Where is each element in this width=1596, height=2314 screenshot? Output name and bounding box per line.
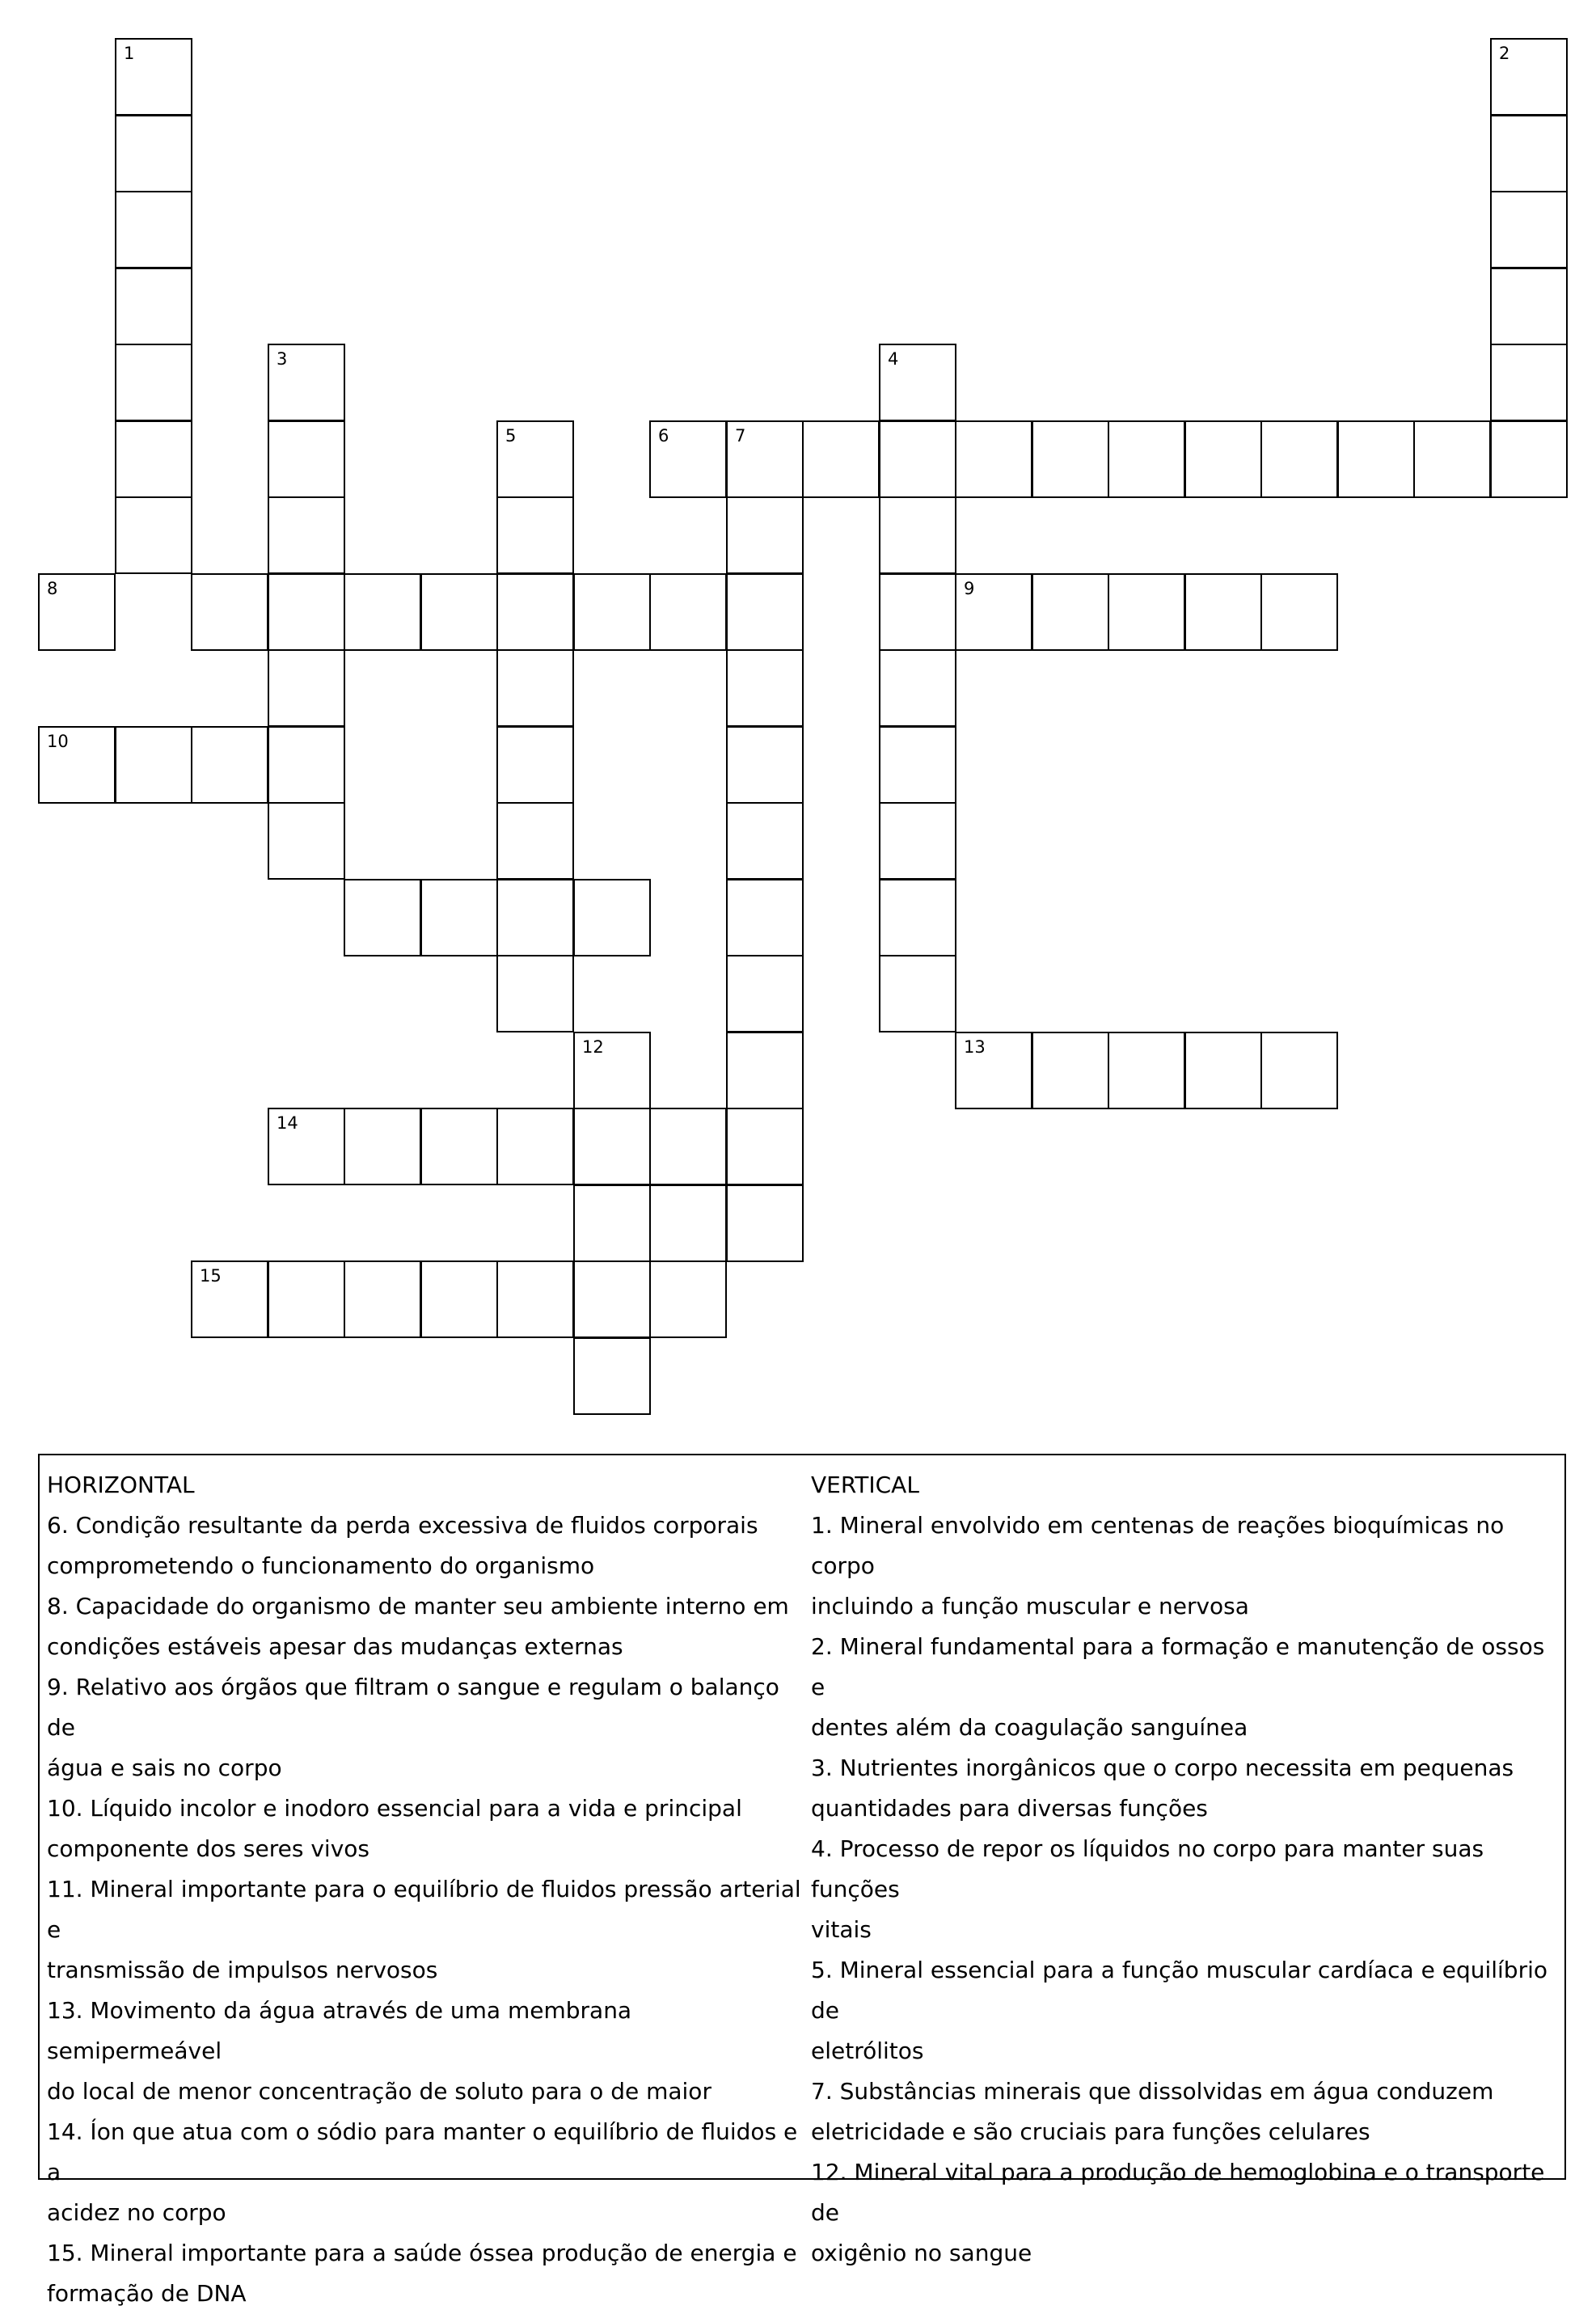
- crossword-cell[interactable]: [420, 879, 498, 956]
- crossword-cell[interactable]: [1184, 1032, 1262, 1109]
- crossword-cell[interactable]: [573, 1108, 651, 1185]
- crossword-cell[interactable]: [420, 1108, 498, 1185]
- crossword-cell[interactable]: [649, 1108, 727, 1185]
- crossword-cell[interactable]: [1413, 420, 1491, 498]
- clue-line: acidez no corpo: [47, 2199, 226, 2226]
- crossword-cell[interactable]: [726, 649, 804, 727]
- crossword-cell[interactable]: [268, 1260, 345, 1338]
- crossword-cell[interactable]: [1032, 420, 1109, 498]
- crossword-cell[interactable]: [1108, 1032, 1185, 1109]
- crossword-cell[interactable]: [38, 573, 116, 651]
- crossword-cell[interactable]: [726, 1032, 804, 1109]
- clue-number: 13: [964, 1037, 986, 1057]
- crossword-cell[interactable]: [726, 955, 804, 1032]
- clue-line: 14. Íon que atua com o sódio para manter o equilíbrio de fluidos e a: [47, 2118, 798, 2185]
- clue-number: 2: [1499, 44, 1510, 63]
- crossword-cell[interactable]: [1184, 573, 1262, 651]
- crossword-cell[interactable]: [573, 1184, 651, 1262]
- crossword-cell[interactable]: [726, 1108, 804, 1185]
- horizontal-heading: HORIZONTAL: [47, 1472, 195, 1498]
- crossword-cell[interactable]: [268, 496, 345, 574]
- crossword-cell[interactable]: [344, 1108, 421, 1185]
- clue-line: água e sais no corpo: [47, 1755, 282, 1781]
- clue-line: 11. Mineral importante para o equilíbrio de fluidos pressão arterial e: [47, 1876, 801, 1943]
- clue-line: comprometendo o funcionamento do organismo: [47, 1552, 595, 1579]
- crossword-cell[interactable]: [1032, 1032, 1109, 1109]
- crossword-cell[interactable]: [879, 649, 956, 727]
- crossword-cell[interactable]: [115, 496, 192, 574]
- crossword-cell[interactable]: [344, 573, 421, 651]
- crossword-cell[interactable]: [726, 496, 804, 574]
- crossword-cell[interactable]: [573, 1260, 651, 1338]
- clue-line: 3. Nutrientes inorgânicos que o corpo necessita em pequenas: [811, 1755, 1514, 1781]
- crossword-cell[interactable]: [496, 496, 574, 574]
- clue-number: 6: [658, 426, 669, 445]
- crossword-cell[interactable]: [1490, 38, 1568, 116]
- crossword-cell[interactable]: [496, 420, 574, 498]
- clue-line: quantidades para diversas funções: [811, 1795, 1208, 1822]
- crossword-cell[interactable]: [1260, 573, 1338, 651]
- clue-line: 12. Mineral vital para a produção de hemoglobina e o transporte de: [811, 2159, 1545, 2226]
- clue-line: 9. Relativo aos órgãos que filtram o sangue e regulam o balanço de: [47, 1674, 779, 1741]
- crossword-cell[interactable]: [802, 420, 880, 498]
- crossword-cell[interactable]: [1260, 420, 1338, 498]
- clue-line: transmissão de impulsos nervosos: [47, 1957, 438, 1983]
- clue-line: eletrólitos: [811, 2037, 924, 2064]
- crossword-cell[interactable]: [955, 420, 1032, 498]
- clue-line: incluindo a função muscular e nervosa: [811, 1593, 1249, 1619]
- crossword-cell[interactable]: [115, 420, 192, 498]
- crossword-cell[interactable]: [268, 649, 345, 727]
- crossword-cell[interactable]: [726, 802, 804, 880]
- clue-number: 1: [124, 44, 135, 63]
- crossword-cell[interactable]: [268, 726, 345, 804]
- crossword-cell[interactable]: [344, 1260, 421, 1338]
- crossword-cell[interactable]: [726, 726, 804, 804]
- crossword-cell[interactable]: [1108, 420, 1185, 498]
- crossword-cell[interactable]: [115, 191, 192, 268]
- crossword-cell[interactable]: [268, 1108, 345, 1185]
- crossword-cell[interactable]: [573, 1032, 651, 1109]
- clue-line: 6. Condição resultante da perda excessiva de fluidos corporais: [47, 1512, 758, 1539]
- crossword-cell[interactable]: [191, 726, 268, 804]
- crossword-cell[interactable]: [879, 879, 956, 956]
- crossword-cell[interactable]: [955, 573, 1032, 651]
- crossword-cell[interactable]: [1490, 420, 1568, 498]
- clue-line: 2. Mineral fundamental para a formação e manutenção de ossos e: [811, 1633, 1545, 1700]
- crossword-cell[interactable]: [496, 1260, 574, 1338]
- crossword-cell[interactable]: [649, 1260, 727, 1338]
- crossword-cell[interactable]: [268, 344, 345, 421]
- clue-number: 9: [964, 579, 975, 598]
- clue-line: 15. Mineral importante para a saúde óssea produção de energia e: [47, 2240, 797, 2266]
- crossword-cell[interactable]: [879, 955, 956, 1032]
- clue-line: 1. Mineral envolvido em centenas de reações bioquímicas no corpo: [811, 1512, 1505, 1579]
- clue-line: oxigênio no sangue: [811, 2240, 1032, 2266]
- crossword-cell[interactable]: [879, 420, 956, 498]
- crossword-cell[interactable]: [115, 726, 192, 804]
- clue-line: 4. Processo de repor os líquidos no corpo para manter suas funções: [811, 1835, 1484, 1902]
- crossword-cell[interactable]: [268, 420, 345, 498]
- clue-line: 10. Líquido incolor e inodoro essencial para a vida e principal: [47, 1795, 742, 1822]
- crossword-cell[interactable]: [726, 879, 804, 956]
- crossword-cell[interactable]: [191, 1260, 268, 1338]
- crossword-cell[interactable]: [496, 879, 574, 956]
- crossword-cell[interactable]: [115, 344, 192, 421]
- crossword-cell[interactable]: [726, 1184, 804, 1262]
- crossword-cell[interactable]: [115, 115, 192, 192]
- crossword-cell[interactable]: [268, 802, 345, 880]
- crossword-cell[interactable]: [1490, 268, 1568, 345]
- crossword-cell[interactable]: [879, 726, 956, 804]
- clue-number: 14: [277, 1113, 298, 1133]
- crossword-cell[interactable]: [344, 879, 421, 956]
- vertical-heading: VERTICAL: [811, 1472, 919, 1498]
- crossword-cell[interactable]: [649, 420, 727, 498]
- crossword-cell[interactable]: [879, 802, 956, 880]
- crossword-cell[interactable]: [955, 1032, 1032, 1109]
- crossword-cell[interactable]: [649, 573, 727, 651]
- crossword-cell[interactable]: [649, 1184, 727, 1262]
- clue-line: vitais: [811, 1916, 872, 1943]
- crossword-cell[interactable]: [573, 1337, 651, 1415]
- horizontal-clues: [47, 1465, 807, 2314]
- clue-line: formação de DNA: [47, 2280, 247, 2307]
- clue-line: 5. Mineral essencial para a função muscular cardíaca e equilíbrio de: [811, 1957, 1547, 2024]
- crossword-cell[interactable]: [1490, 115, 1568, 192]
- clue-line: eletricidade e são cruciais para funções celulares: [811, 2118, 1370, 2145]
- clue-number: 12: [582, 1037, 604, 1057]
- clue-number: 8: [47, 579, 58, 598]
- clue-number: 10: [47, 732, 69, 751]
- clue-line: 8. Capacidade do organismo de manter seu ambiente interno em: [47, 1593, 789, 1619]
- crossword-cell[interactable]: [268, 573, 345, 651]
- crossword-cell[interactable]: [420, 1260, 498, 1338]
- clues-box: [38, 1454, 1566, 2307]
- clue-line: componente dos seres vivos: [47, 1835, 369, 1862]
- crossword-cell[interactable]: [115, 268, 192, 345]
- crossword-cell[interactable]: [1337, 420, 1415, 498]
- clue-line: do local de menor concentração de soluto para o de maior: [47, 2078, 711, 2105]
- clue-line: 7. Substâncias minerais que dissolvidas em água conduzem: [811, 2078, 1494, 2105]
- crossword-cell[interactable]: [1184, 420, 1262, 498]
- crossword-cell[interactable]: [38, 726, 116, 804]
- crossword-cell[interactable]: [573, 879, 651, 956]
- clue-number: 15: [200, 1266, 222, 1286]
- clue-number: 3: [277, 349, 288, 369]
- crossword-cell[interactable]: [496, 649, 574, 727]
- clue-line: condições estáveis apesar das mudanças externas: [47, 1633, 623, 1660]
- clue-number: 5: [505, 426, 517, 445]
- crossword-cell[interactable]: [496, 573, 574, 651]
- crossword-cell[interactable]: [879, 496, 956, 574]
- crossword-cell[interactable]: [726, 420, 804, 498]
- crossword-cell[interactable]: [1032, 573, 1109, 651]
- crossword-cell[interactable]: [496, 1108, 574, 1185]
- clue-number: 4: [888, 349, 899, 369]
- clue-number: 7: [735, 426, 746, 445]
- clue-line: 13. Movimento da água através de uma membrana semipermeável: [47, 1997, 632, 2064]
- crossword-cell[interactable]: [1260, 1032, 1338, 1109]
- crossword-cell[interactable]: [573, 573, 651, 651]
- crossword-cell[interactable]: [879, 573, 956, 651]
- vertical-clues: [811, 1465, 1559, 2274]
- crossword-cell[interactable]: [1490, 191, 1568, 268]
- clue-line: dentes além da coagulação sanguínea: [811, 1714, 1248, 1741]
- crossword-cell[interactable]: [1108, 573, 1185, 651]
- crossword-cell[interactable]: [726, 573, 804, 651]
- crossword-cell[interactable]: [1490, 344, 1568, 421]
- crossword-cell[interactable]: [496, 802, 574, 880]
- crossword-cell[interactable]: [420, 573, 498, 651]
- crossword-cell[interactable]: [879, 344, 956, 421]
- crossword-cell[interactable]: [496, 726, 574, 804]
- crossword-cell[interactable]: [496, 955, 574, 1032]
- crossword-cell[interactable]: [115, 38, 192, 116]
- crossword-cell[interactable]: [191, 573, 268, 651]
